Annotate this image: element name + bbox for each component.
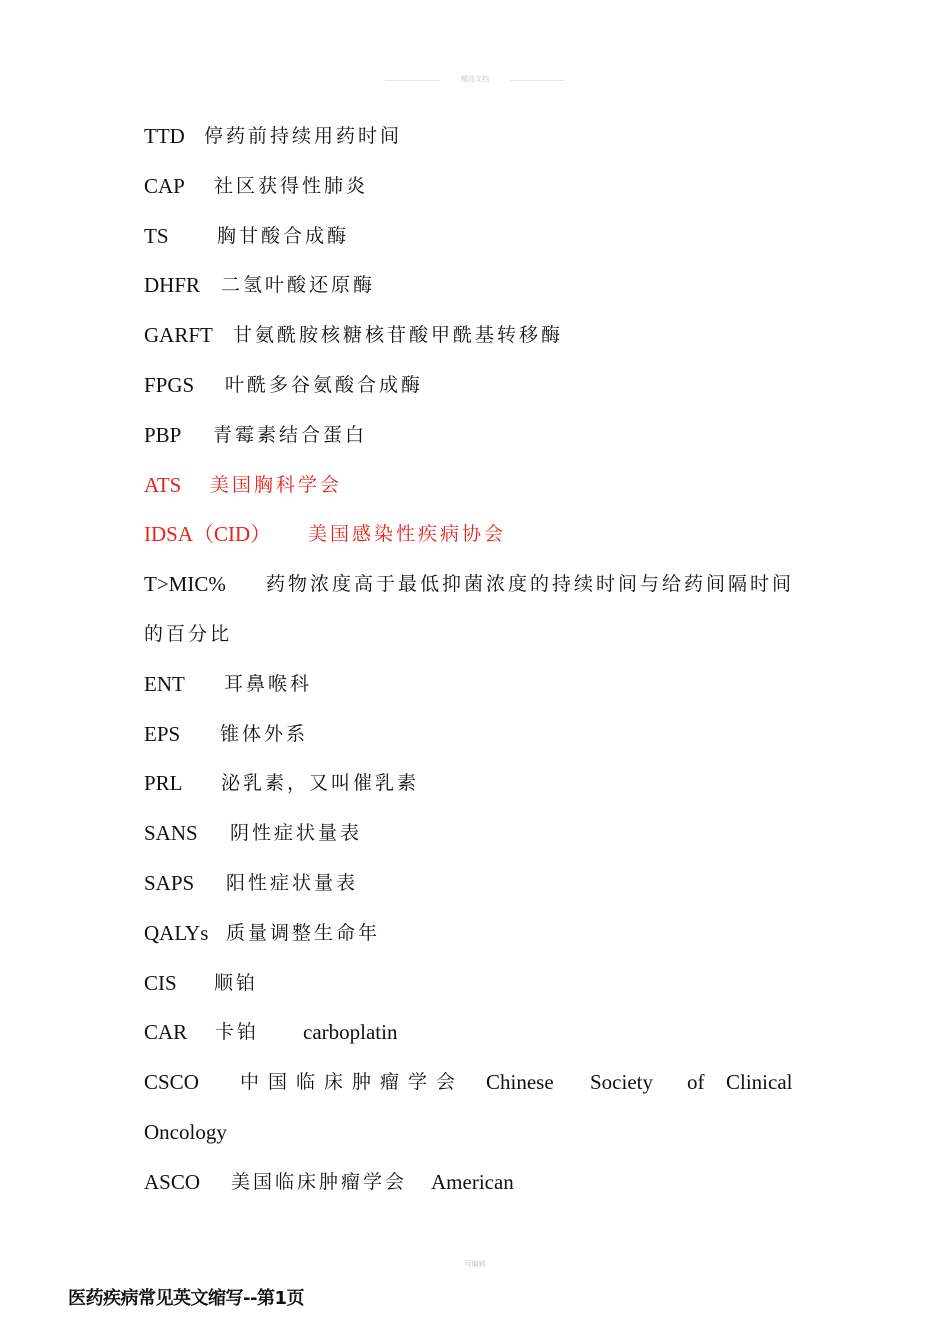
definition-cn: 锥体外系 xyxy=(220,722,309,745)
list-item xyxy=(144,809,814,859)
definition-cn: 叶酰多谷氨酸合成酶 xyxy=(225,373,424,396)
definition-en: Oncology xyxy=(144,1119,227,1144)
list-item xyxy=(144,212,814,262)
definition-cn: 药物浓度高于最低抑菌浓度的持续时间与给药间隔时间 xyxy=(266,573,795,596)
abbreviation: FPGS xyxy=(144,372,195,397)
list-item xyxy=(144,560,814,610)
definition-cn: 阴性症状量表 xyxy=(230,822,363,845)
abbreviation: ASCO xyxy=(144,1169,201,1194)
abbreviation: ATS xyxy=(144,472,182,497)
list-item xyxy=(144,461,814,511)
abbreviation: TS xyxy=(144,223,169,248)
list-item xyxy=(144,112,814,162)
abbreviation: ENT xyxy=(144,671,185,696)
definition-cn: 耳鼻喉科 xyxy=(224,672,313,695)
definition-en: carboplatin xyxy=(303,1020,398,1045)
abbreviation: IDSA（CID） xyxy=(144,522,272,547)
definition-cn: 的百分比 xyxy=(144,622,233,645)
definition-en: American xyxy=(431,1169,514,1194)
list-item xyxy=(144,311,814,361)
abbreviation: CAR xyxy=(144,1020,188,1045)
definition-cn: 卡铂 xyxy=(215,1021,260,1044)
definition-en-word: Clinical xyxy=(726,1070,793,1095)
definition-cn: 停药前持续用药时间 xyxy=(204,125,403,147)
list-item xyxy=(144,909,814,959)
list-item xyxy=(144,1158,814,1208)
abbreviation: T>MIC% xyxy=(144,572,226,597)
definition-cn: 社区获得性肺炎 xyxy=(214,174,369,197)
definition-en-word: of xyxy=(687,1070,705,1095)
list-item xyxy=(144,1008,814,1058)
list-item xyxy=(144,759,814,809)
list-item xyxy=(144,1058,814,1108)
definition-cn: 顺铂 xyxy=(214,971,259,994)
definition-cn: 质量调整生命年 xyxy=(226,921,381,944)
list-item-continuation xyxy=(144,610,814,660)
header-watermark: 精品文档 xyxy=(440,74,510,84)
abbreviation-list xyxy=(144,112,814,1208)
abbreviation: DHFR xyxy=(144,273,201,298)
list-item xyxy=(144,959,814,1009)
abbreviation: CSCO xyxy=(144,1070,199,1095)
definition-cn: 中国临床肿瘤学会 xyxy=(240,1071,465,1094)
definition-cn: 美国胸科学会 xyxy=(210,473,343,496)
abbreviation: SAPS xyxy=(144,870,195,895)
list-item xyxy=(144,162,814,212)
abbreviation: TTD xyxy=(144,124,185,148)
list-item-continuation xyxy=(144,1108,814,1158)
definition-cn: 二氢叶酸还原酶 xyxy=(221,274,376,297)
definition-cn: 泌乳素，又叫催乳素 xyxy=(221,772,420,795)
list-item xyxy=(144,710,814,760)
abbreviation: QALYs xyxy=(144,920,209,945)
definition-cn: 阳性症状量表 xyxy=(226,871,359,894)
definition-cn: 美国临床肿瘤学会 xyxy=(231,1170,408,1193)
list-item xyxy=(144,261,814,311)
definition-en-word: Chinese xyxy=(486,1070,554,1095)
list-item xyxy=(144,510,814,560)
abbreviation: CAP xyxy=(144,173,185,198)
footer-watermark: 可编辑 xyxy=(464,1260,486,1268)
list-item xyxy=(144,361,814,411)
abbreviation: PBP xyxy=(144,422,182,447)
definition-cn: 青霉素结合蛋白 xyxy=(213,423,368,446)
definition-cn: 甘氨酰胺核糖核苷酸甲酰基转移酶 xyxy=(233,324,564,347)
definition-cn: 胸甘酸合成酶 xyxy=(217,224,350,247)
page-footer-label: 医药疾病常见英文缩写--第1页 xyxy=(68,1288,304,1309)
list-item xyxy=(144,411,814,461)
abbreviation: GARFT xyxy=(144,323,213,348)
list-item xyxy=(144,859,814,909)
list-item xyxy=(144,660,814,710)
abbreviation: PRL xyxy=(144,771,183,796)
abbreviation: SANS xyxy=(144,821,198,846)
abbreviation: CIS xyxy=(144,970,177,995)
abbreviation: EPS xyxy=(144,721,181,746)
definition-cn: 美国感染性疾病协会 xyxy=(308,523,507,546)
definition-en-word: Society xyxy=(590,1070,653,1095)
